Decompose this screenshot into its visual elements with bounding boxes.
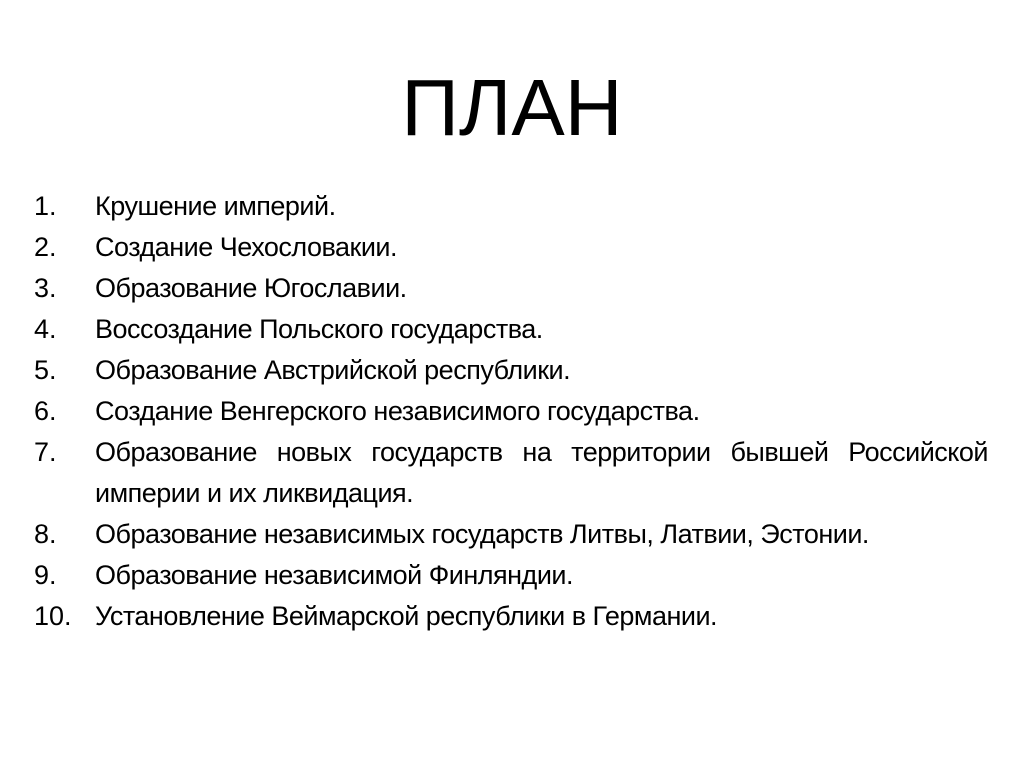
- plan-list: [34, 186, 988, 637]
- plan-item-text: Образование новых государств на территории бывшей Российской империи и их ликвидация.: [95, 437, 988, 508]
- plan-item-text: Образование Австрийской республики.: [95, 355, 571, 385]
- plan-item-number: 1.: [34, 191, 57, 221]
- plan-item-8: [34, 514, 988, 555]
- plan-item-4: [34, 309, 988, 350]
- plan-item-5: [34, 350, 988, 391]
- slide-title: ПЛАН: [401, 63, 623, 152]
- plan-item-number: 6.: [34, 396, 57, 426]
- plan-item-text: Воссоздание Польского государства.: [95, 314, 543, 344]
- plan-item-text: Создание Чехословакии.: [95, 232, 398, 262]
- plan-item-text: Создание Венгерского независимого государства.: [95, 396, 700, 426]
- plan-item-number: 4.: [34, 314, 57, 344]
- plan-item-number: 3.: [34, 273, 57, 303]
- plan-item-number: 7.: [34, 437, 57, 467]
- plan-item-text: Образование независимых государств Литвы, Латвии, Эстонии.: [95, 519, 869, 549]
- plan-item-6: [34, 391, 988, 432]
- plan-item-9: [34, 555, 988, 596]
- plan-item-text: Образование независимой Финляндии.: [95, 560, 573, 590]
- plan-item-text: Образование Югославии.: [95, 273, 407, 303]
- plan-item-number: 8.: [34, 519, 57, 549]
- plan-item-10: [34, 596, 988, 637]
- plan-item-2: [34, 227, 988, 268]
- plan-item-text: Крушение империй.: [95, 191, 336, 221]
- plan-item-number: 9.: [34, 560, 57, 590]
- plan-item-text: Установление Веймарской республики в Германии.: [95, 601, 718, 631]
- plan-item-3: [34, 268, 988, 309]
- plan-item-number: 10.: [34, 601, 72, 631]
- plan-item-number: 5.: [34, 355, 57, 385]
- plan-item-7: [34, 432, 988, 514]
- plan-item-1: [34, 186, 988, 227]
- plan-item-number: 2.: [34, 232, 57, 262]
